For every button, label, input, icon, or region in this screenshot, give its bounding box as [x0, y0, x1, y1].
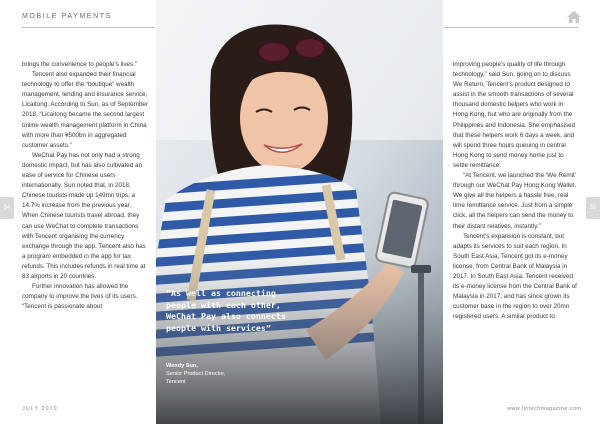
attribution-title: Senior Product Director, [166, 371, 226, 377]
left-paragraph: Further innovation has allowed the company to improve the lives of its users. “Tencent is passionate about [22, 283, 138, 311]
pull-quote: “As well as connecting people with each other, WeChat Pay also connects people with services” [166, 288, 286, 333]
right-paragraph: Tencent’s expansion is constant, but adapts its services to suit each region. In South East Asia, Tencent got its e-money license, from Central Bank of Malaysia in 2017. In South East Asia, Tencent received its e-money license from the Central Bank of Malaysia in 2017, and has since grown its customer base in the region to over 20mn registered users. A similar product to [453, 232, 577, 321]
feature-photo [156, 0, 443, 424]
right-paragraph: “At Tencent, we launched the ‘We Remit’ through our WeChat Pay Hong Kong Wallet. We give all the helpers a hassle free, real time remittance service. Just from a simple click, all the helpers can send the money to their distant relatives, instantly.” [453, 172, 577, 230]
page-tab-right: 55 [586, 197, 600, 219]
home-icon[interactable] [566, 10, 582, 24]
right-paragraph: improving people’s quality of life through technology,” said Sun, going on to discuss We Return, Tencent’s product designed to assist in the smooth transactions of several thousand domestic helpers who work in Hong Kong, but who are originally from the Philippines and Indonesia. She emphasised that these helpers work 6 days a week, and will spend three hours queuing in central Hong Kong to send money home just to settle remittance. [453, 61, 576, 169]
header-rule-right [444, 27, 578, 28]
left-paragraph: Tencent also expanded their financial technology to offer the “boutique” wealth management, lending and insurance service, Licaitong. According to Sun, as of September 2018, “Licaitong became the second largest online wealth management platform in China with more than ¥500bn in aggregated customer assets.” [22, 71, 149, 149]
quote-attribution [166, 362, 296, 386]
page-tab-left: 54 [0, 197, 14, 219]
left-paragraph: brings the convenience to people’s lives.” [22, 61, 138, 68]
attribution-name: Wendy Sun, [166, 363, 198, 369]
right-text-column [453, 60, 577, 322]
left-text-column [22, 60, 148, 312]
footer-website[interactable]: www.fintechmagazine.com [507, 406, 582, 412]
left-paragraph: WeChat Pay has not only had a strong domestic impact, but has also cultivated an ease of service for Chinese users internationally. Sun noted that, in 2018, Chinese tourists made up 149mn trips, a 14.7% increase from the previous year. When Chinese tourists travel abroad, they can use WeChat to complete transactions with Tencent organising the currency exchange through the app. Tencent also has a program embedded in the app for tax refunds. This includes refunds in real time at 83 airports in 20 countries. [22, 151, 146, 280]
attribution-company: Tencent [166, 379, 186, 385]
section-label: MOBILE PAYMENTS [22, 13, 112, 20]
header-rule-left [22, 27, 155, 28]
footer-issue: JULY 2019 [22, 406, 58, 412]
